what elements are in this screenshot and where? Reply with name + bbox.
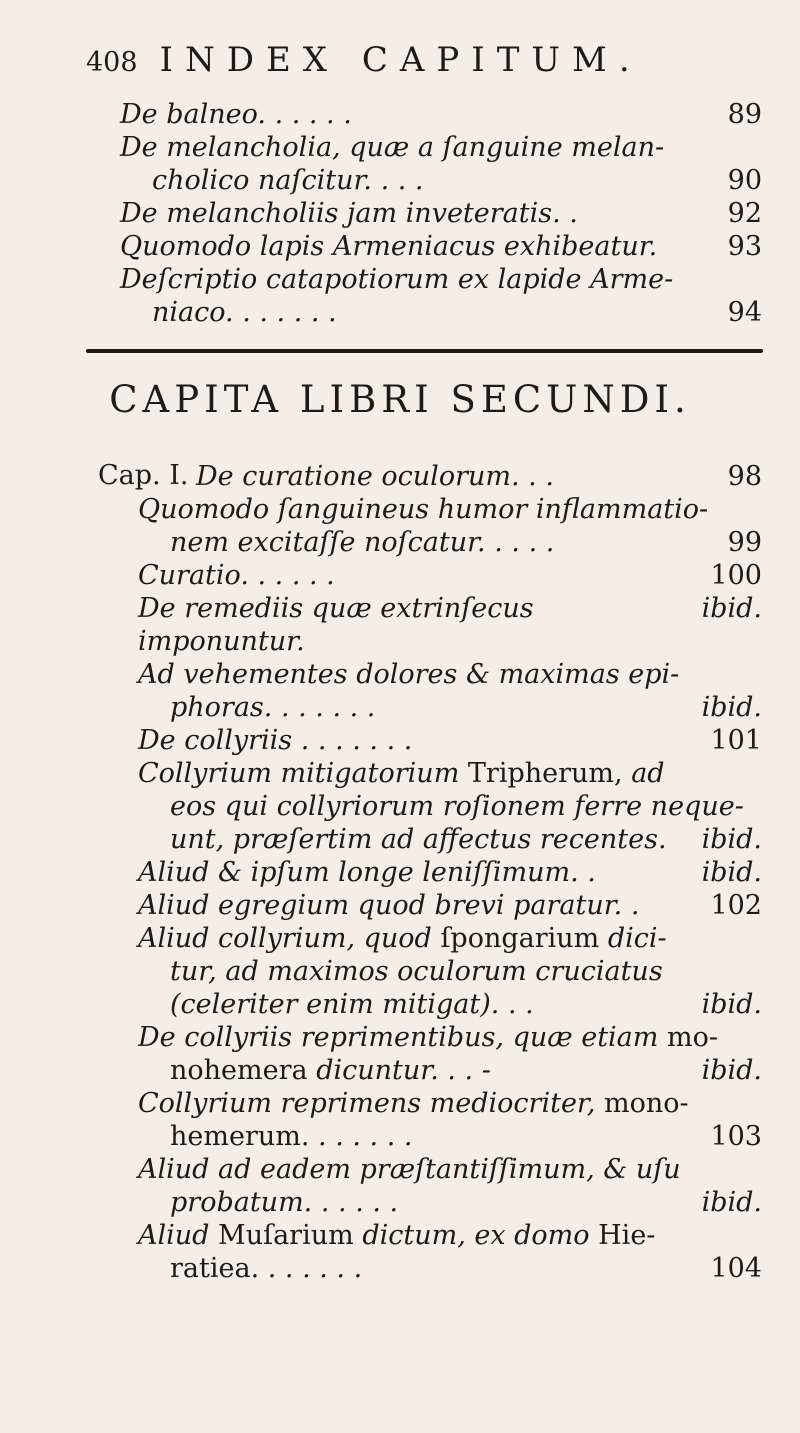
list-item: De collyriis . . . . . . . 101 bbox=[138, 725, 762, 756]
page-ref: 92 bbox=[727, 198, 762, 229]
list-item: Curatio. . . . . . 100 bbox=[138, 560, 762, 591]
list-item: Ad vehementes dolores & maximas epi- bbox=[138, 659, 680, 690]
chapter-entries bbox=[196, 460, 762, 493]
list-item: De balneo. . . . . . 89 bbox=[120, 99, 762, 130]
page-header bbox=[86, 40, 642, 80]
running-title: INDEX CAPITUM. bbox=[159, 40, 642, 80]
list-item: Deſcriptio catapotiorum ex lapide Arme- bbox=[120, 264, 674, 295]
page-ref: 89 bbox=[727, 99, 762, 130]
list-item: Collyrium reprimens mediocriter, mono- bbox=[138, 1088, 689, 1119]
list-item: De remediis quæ extrinſecus imponuntur. ibid. bbox=[138, 593, 762, 657]
chapter-label: Cap. I. bbox=[98, 460, 189, 491]
top-entries: De balneo. . . . . . 89 De melancholia, quæ a ſanguine melan- cholico naſcitur. . . . 90 De melancholiis jam inveteratis. . 92 Quomodo lapis Armeniacus exhibeatur. 93 Deſcriptio catapotiorum ex lapide Arme- niaco. . . . . . . 94 bbox=[120, 99, 762, 328]
list-item: Aliud Muſarium dictum, ex domo Hie- bbox=[138, 1220, 656, 1251]
section-divider bbox=[86, 349, 763, 353]
list-item: Aliud & ipſum longe leniſſimum. . ibid. bbox=[138, 857, 762, 888]
list-item: De melancholia, quæ a ſanguine melan- bbox=[120, 132, 665, 163]
page-ref: 93 bbox=[727, 231, 762, 262]
section-heading: CAPITA LIBRI SECUNDI. bbox=[109, 378, 691, 421]
list-item: Aliud ad eadem præſtantiſſimum, & uſu bbox=[138, 1154, 681, 1185]
list-item: Aliud collyrium, quod ſpongarium dici- bbox=[138, 923, 667, 954]
list-item: Aliud egregium quod brevi paratur. . 102 bbox=[138, 890, 762, 921]
chapter-entries-cont: Quomodo ſanguineus humor inflammatio- nem excitaſſe noſcatur. . . . . 99 Curatio. . . . . . 100 De remediis quæ extrinſecus imponuntur. ibid. Ad vehementes dolores & maximas epi- phoras. . . . . . . ibid. De collyriis . . . . . . . 101 Collyrium mitigatorium Tripherum, ad eos qui collyriorum roſionem ferre neque- unt, præſertim ad affectus recentes. ibid. Aliud & ipſum longe leniſſimum. . ibid. Aliud egregium quod brevi paratur. . 102 Aliud collyrium, quod ſpongarium dici- tur, ad maximos oculorum cruciatus (celeriter enim mitigat). . . ibid. De collyriis reprimentibus, quæ etiam mo- nohemera dicuntur. . . - ibid. Collyrium reprimens mediocriter, mono- hemerum. . . . . . . 103 Aliud ad eadem præſtantiſſimum, & uſu probatum. . . . . . ibid. Aliud Muſarium dictum, ex domo Hie- ratiea. . . . . . . 104 bbox=[138, 494, 762, 1284]
page-ref: 94 bbox=[727, 297, 762, 328]
page-ref: 90 bbox=[727, 165, 762, 196]
list-item: De curatione oculorum. . . 98 bbox=[196, 461, 762, 492]
list-item: De melancholiis jam inveteratis. . 92 bbox=[120, 198, 762, 229]
list-item: Collyrium mitigatorium Tripherum, ad bbox=[138, 758, 665, 789]
list-item: De collyriis reprimentibus, quæ etiam mo- bbox=[138, 1022, 718, 1053]
page-number: 408 bbox=[86, 47, 138, 78]
list-item: Quomodo ſanguineus humor inflammatio- bbox=[138, 494, 709, 525]
list-item: Quomodo lapis Armeniacus exhibeatur. 93 bbox=[120, 231, 762, 262]
